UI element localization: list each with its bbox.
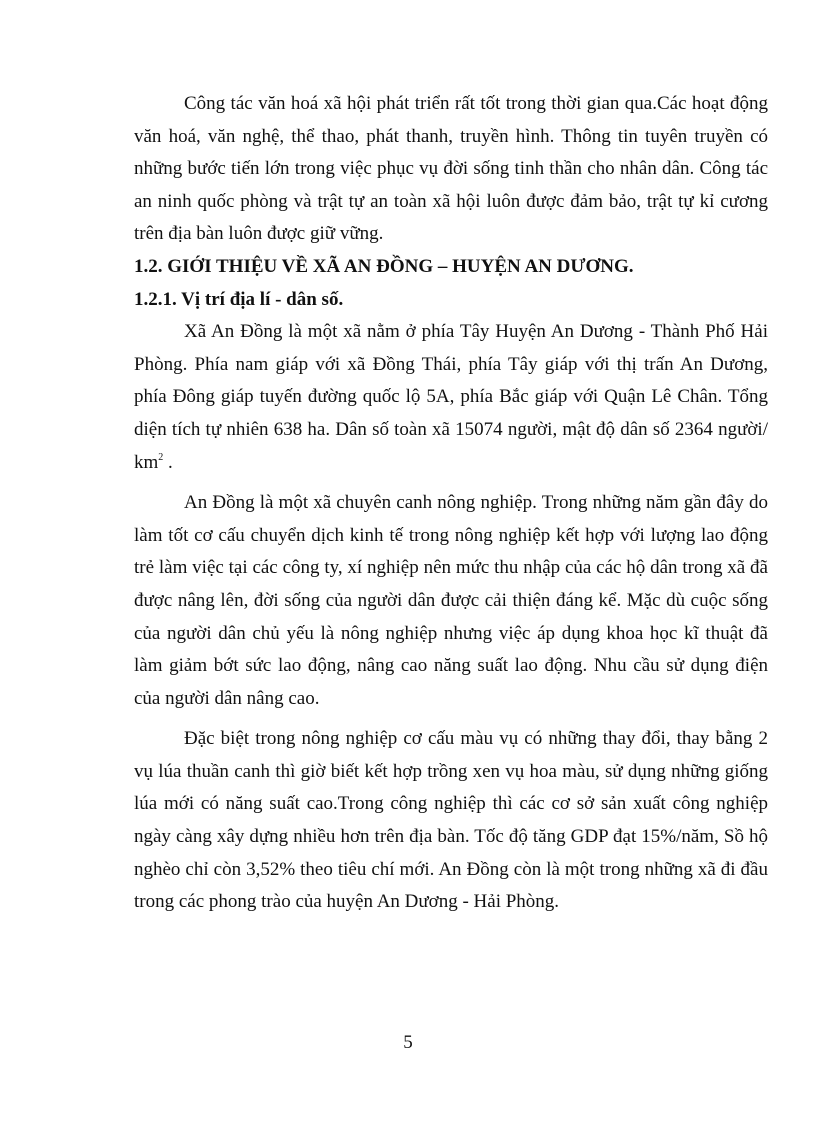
paragraph-spacer [134,715,768,723]
page-number: 5 [403,1032,413,1053]
section-heading-1-2: 1.2. GIỚI THIỆU VỀ XÃ AN ĐỒNG – HUYỆN AN DƯƠNG. [134,255,634,277]
paragraph-location-text: Xã An Đồng là một xã nằm ở phía Tây Huyện An Dương - Thành Phố Hải Phòng. Phía nam giáp với xã Đồng Thái, phía Tây giáp với thị trấn An Dương, phía Đông giáp tuyến đường quốc lộ 5A, phía Bắc giáp với Quận Lê Chân. Tổng diện tích tự nhiên 638 ha. Dân số toàn xã 15074 người, mật độ dân số 2364 người/ km [134,321,768,473]
page-content [134,88,768,919]
paragraph-spacer [134,479,768,487]
paragraph-culture-society: Công tác văn hoá xã hội phát triển rất tốt trong thời gian qua.Các hoạt động văn hoá, văn nghệ, thể thao, phát thanh, truyền hình. Thông tin tuyên truyền có những bước tiến lớn trong việc phục vụ đời sống tinh thần cho nhân dân. Công tác an ninh quốc phòng và trật tự an toàn xã hội luôn được đảm bảo, trật tự kỉ cương trên địa bàn luôn được giữ vững. [134,93,768,245]
area-unit-superscript: 2 [158,451,164,463]
paragraph-agriculture-economy: An Đồng là một xã chuyên canh nông nghiệp. Trong những năm gần đây do làm tốt cơ cấu chuyển dịch kinh tế trong nông nghiệp kết hợp với lượng lao động trẻ làm việc tại các công ty, xí nghiệp nên mức thu nhập của các hộ dân trong xã đã được nâng lên, đời sống của người dân được cải thiện đáng kể. Mặc dù cuộc sống của người dân chủ yếu là nông nghiệp nhưng việc áp dụng khoa học kĩ thuật đã làm giảm bớt sức lao động, nâng cao năng suất lao động. Nhu cầu sử dụng điện của người dân nâng cao. [134,492,768,709]
paragraph-location-end: . [163,451,173,473]
paragraph-crop-structure: Đặc biệt trong nông nghiệp cơ cấu màu vụ có những thay đổi, thay bằng 2 vụ lúa thuần canh thì giờ biết kết hợp trồng xen vụ hoa màu, sử dụng những giống lúa mới có năng suất cao.Trong công nghiệp thì các cơ sở sản xuất công nghiệp ngày càng xây dựng nhiều hơn trên địa bàn. Tốc độ tăng GDP đạt 15%/năm, Sồ hộ nghèo chỉ còn 3,52% theo tiêu chí mới. An Đồng còn là một trong những xã đi đầu trong các phong trào của huyện An Dương - Hải Phòng. [134,728,768,913]
paragraph-location-population [134,316,768,479]
subsection-heading-1-2-1: 1.2.1. Vị trí địa lí - dân số. [134,288,344,310]
